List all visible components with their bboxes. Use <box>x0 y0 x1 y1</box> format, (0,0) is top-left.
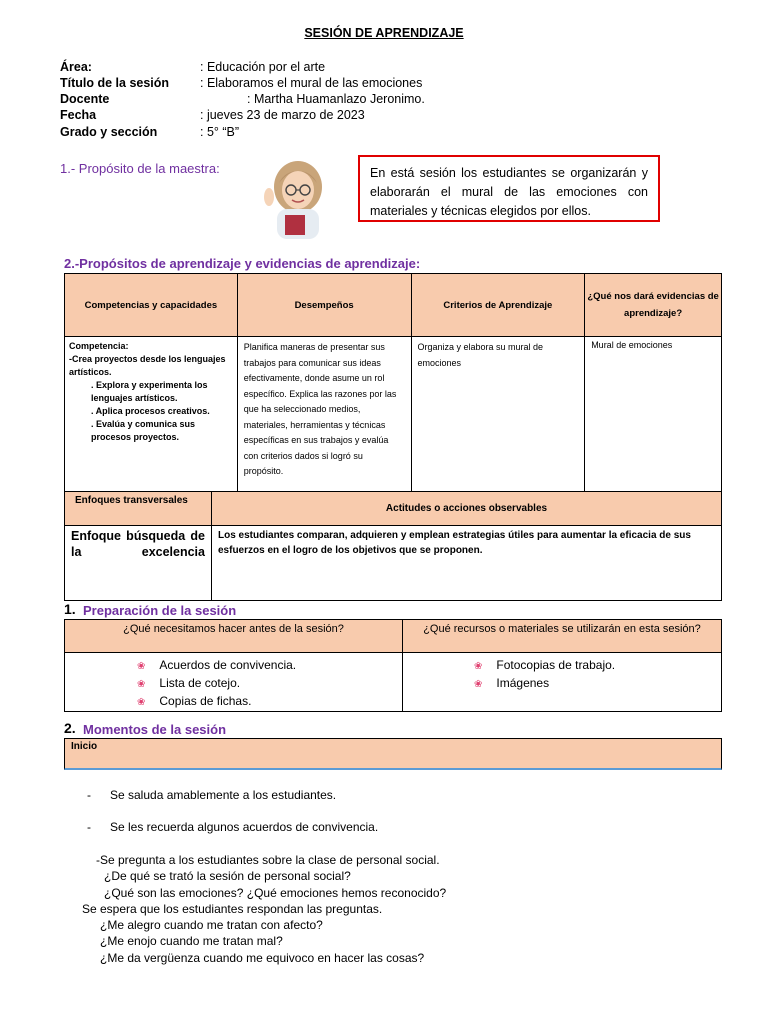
dash-1: - <box>87 788 91 802</box>
teacher-avatar <box>255 157 341 239</box>
enfoques-header: Enfoques transversales <box>65 492 212 526</box>
competencia-label: Competencia: <box>69 341 129 351</box>
purpose-box: En está sesión los estudiantes se organizarán y elaborarán el mural de las emociones con materiales y técnicas elegidos por ellos. <box>358 155 660 222</box>
purpose-heading: 1.- Propósito de la maestra: <box>60 161 220 176</box>
list-item: ❀ Fotocopias de trabajo. <box>474 658 616 672</box>
flower-bullet-icon: ❀ <box>137 679 146 690</box>
date-label: Fecha <box>60 108 97 122</box>
competencia-text: -Crea proyectos desde los lenguajes artísticos. <box>69 354 226 377</box>
col-criterios: Criterios de Aprendizaje <box>411 274 585 337</box>
grade-value: : 5° “B” <box>200 125 240 139</box>
col-evidencias: ¿Qué nos dará evidencias de aprendizaje? <box>585 274 722 337</box>
prep-table <box>64 619 722 712</box>
moment-line-3: -Se pregunta a los estudiantes sobre la clase de personal social. <box>96 853 440 867</box>
prep-col-before: ¿Qué necesitamos hacer antes de la sesión? <box>65 620 403 653</box>
learning-table <box>64 273 722 492</box>
moment-line-7: ¿Me alegro cuando me tratan con afecto? <box>100 918 323 932</box>
actitudes-header: Actitudes o acciones observables <box>212 492 722 526</box>
resources-list <box>403 653 722 712</box>
flower-bullet-icon: ❀ <box>474 679 483 690</box>
competencia-cell <box>65 337 238 492</box>
moment-line-6: Se espera que los estudiantes respondan las preguntas. <box>82 902 383 916</box>
prep-col-resources: ¿Qué recursos o materiales se utilizarán en esta sesión? <box>403 620 722 653</box>
capacidad-1: . Explora y experimenta los lenguajes artísticos. <box>91 380 208 403</box>
inicio-bar: Inicio <box>64 738 722 770</box>
dash-2: - <box>87 820 91 834</box>
list-item: ❀ Lista de cotejo. <box>137 676 241 690</box>
list-item: ❀ Copias de fichas. <box>137 694 252 708</box>
actitud-cell: Los estudiantes comparan, adquieren y emplean estrategias útiles para aumentar la eficacia de sus esfuerzos en el logro de los objetivos que se proponen. <box>212 526 722 601</box>
grade-label: Grado y sección <box>60 125 158 139</box>
capacidad-2: . Aplica procesos creativos. <box>91 406 210 416</box>
document-title: SESIÓN DE APRENDIZAJE <box>304 26 464 40</box>
moment-line-2: Se les recuerda algunos acuerdos de convivencia. <box>110 820 379 834</box>
flower-bullet-icon: ❀ <box>137 697 146 708</box>
criterio-cell: Organiza y elabora su mural de emociones <box>411 337 585 492</box>
moment-line-9: ¿Me da vergüenza cuando me equivoco en hacer las cosas? <box>100 951 425 965</box>
flower-bullet-icon: ❀ <box>474 661 483 672</box>
prep-heading: Preparación de la sesión <box>83 603 237 618</box>
moments-heading: Momentos de la sesión <box>83 722 227 737</box>
session-title-value: : Elaboramos el mural de las emociones <box>200 76 423 90</box>
session-title-label: Título de la sesión <box>60 76 170 90</box>
col-competencias: Competencias y capacidades <box>65 274 238 337</box>
moment-line-1: Se saluda amablemente a los estudiantes. <box>110 788 337 802</box>
enfoque-cell: Enfoque búsqueda de la excelencia <box>65 526 212 601</box>
enfoques-table <box>64 491 722 601</box>
teacher-label: Docente <box>60 92 110 106</box>
teacher-value: : Martha Huamanlazo Jeronimo. <box>247 92 425 106</box>
prep-number: 1. <box>64 601 76 617</box>
area-value: : Educación por el arte <box>200 60 326 74</box>
before-list <box>65 653 403 712</box>
list-item: ❀ Imágenes <box>474 676 550 690</box>
moment-line-5: ¿Qué son las emociones? ¿Qué emociones hemos reconocido? <box>104 886 447 900</box>
evidencia-cell: Mural de emociones <box>585 337 722 492</box>
desempeno-cell: Planifica maneras de presentar sus trabajos para comunicar sus ideas efectivamente, donde asume un rol específico. Explica las razones por las que ha seleccionado medios, materiales, herramientas y técnicas específicas en sus trabajos y evalúa con criterios dados si logró su propósito. <box>237 337 411 492</box>
capacidad-3: . Evalúa y comunica sus procesos proyectos. <box>91 419 196 442</box>
flower-bullet-icon: ❀ <box>137 661 146 672</box>
moment-line-8: ¿Me enojo cuando me tratan mal? <box>100 934 283 948</box>
learning-heading: 2.-Propósitos de aprendizaje y evidencias de aprendizaje: <box>64 256 421 271</box>
date-value: : jueves 23 de marzo de 2023 <box>200 108 365 122</box>
list-item: ❀ Acuerdos de convivencia. <box>137 658 297 672</box>
col-desempenos: Desempeños <box>237 274 411 337</box>
area-label: Área: <box>60 60 92 74</box>
moment-line-4: ¿De qué se trató la sesión de personal social? <box>104 869 351 883</box>
moments-number: 2. <box>64 720 76 736</box>
